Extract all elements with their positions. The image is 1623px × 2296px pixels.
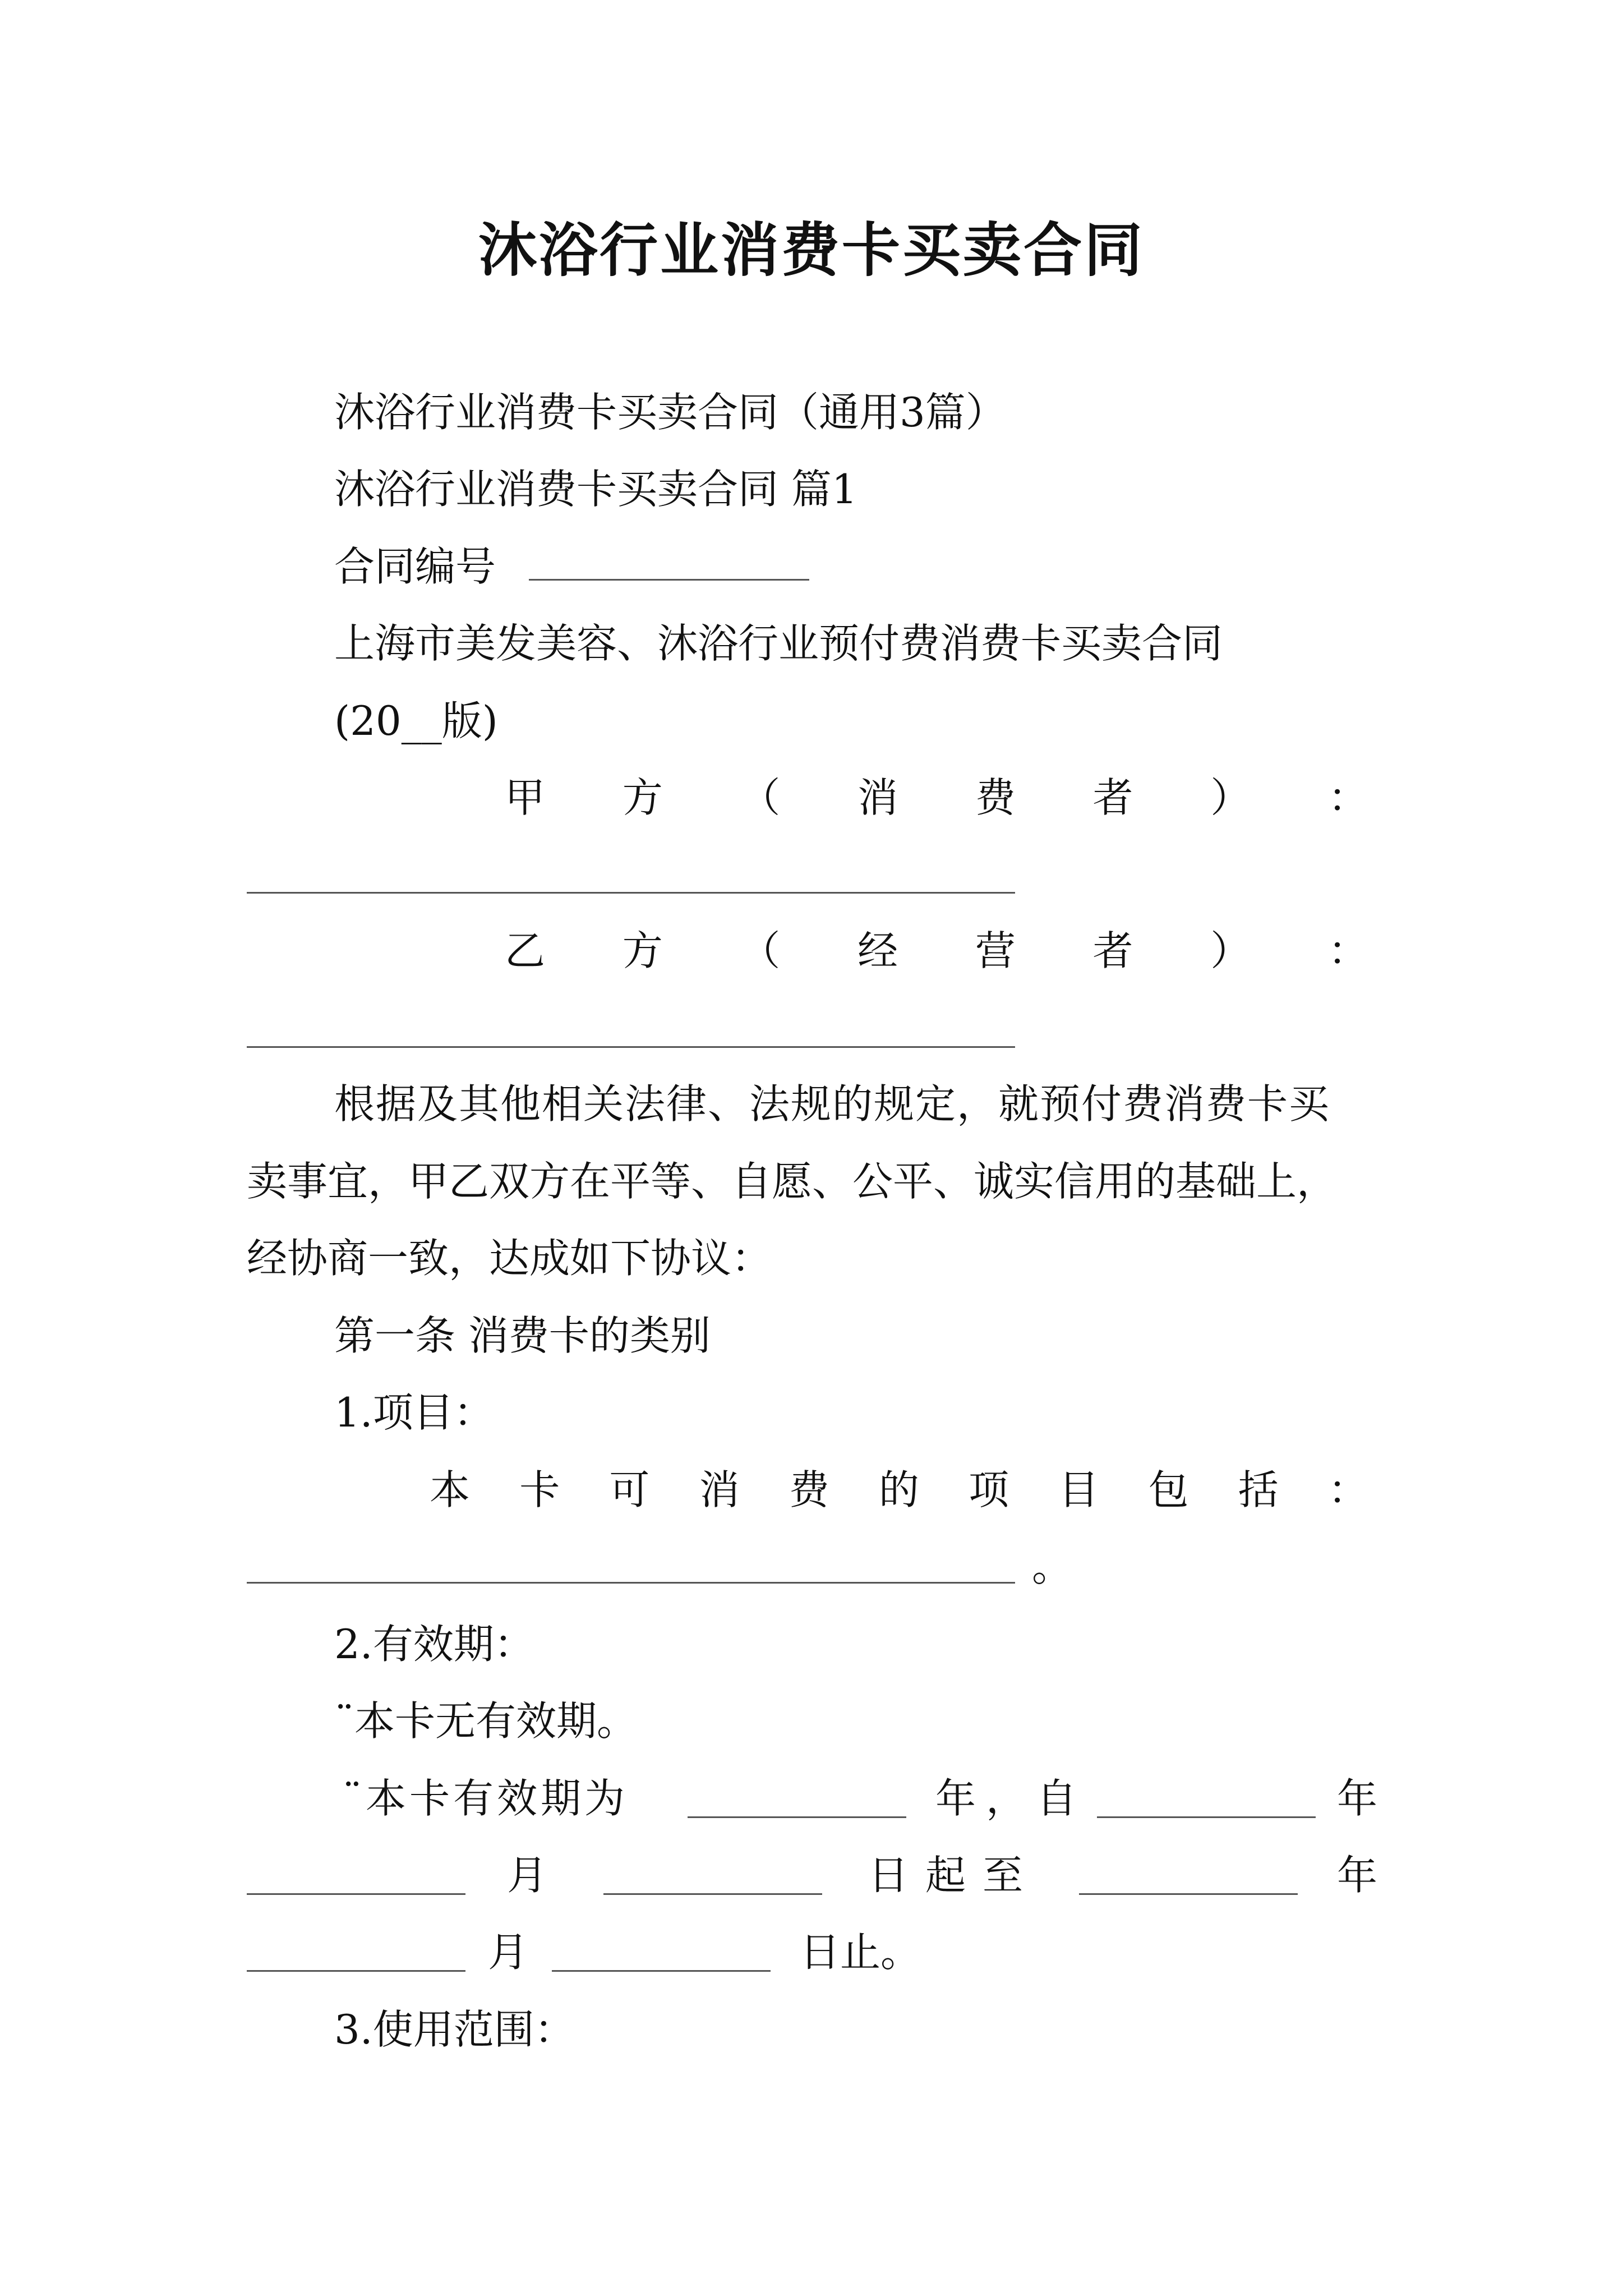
- party-a-char: 费: [975, 774, 1016, 821]
- party-b-char: 者: [1092, 927, 1133, 974]
- item-3-label: 3.使用范围：: [334, 2006, 575, 2053]
- party-b-char: 乙: [505, 927, 546, 974]
- item-1-text-char: 消: [699, 1466, 740, 1513]
- end-month-word: 月: [488, 1929, 529, 1976]
- until-day-word: 日止。: [800, 1929, 921, 1976]
- item-2-year-word: 年，自: [935, 1775, 1087, 1822]
- item-2-option-1: ¨本卡无有效期。: [334, 1697, 638, 1745]
- end-day-blank: [552, 1970, 771, 1972]
- item-1-label: 1.项目：: [334, 1389, 494, 1436]
- intro-line-1: 根据及其他相关法律、法规的规定，就预付费消费卡买: [334, 1080, 1331, 1128]
- party-a-char: 消: [857, 774, 898, 821]
- end-year-blank: [1079, 1893, 1298, 1895]
- from-day-word: 日起至: [868, 1852, 1040, 1899]
- party-a-blank: [247, 892, 1015, 894]
- item-1-text-char: 本: [430, 1466, 471, 1513]
- party-b-char: 方: [622, 927, 663, 974]
- item-2-option-2-lead: ¨本卡有效期为: [342, 1775, 629, 1822]
- party-a-char: ）: [1210, 774, 1251, 821]
- start-year-blank: [1097, 1816, 1316, 1818]
- part-heading: 沐浴行业消费卡买卖合同 篇1: [334, 466, 857, 513]
- party-a-label: [505, 770, 1368, 826]
- item-2-label: 2.有效期：: [334, 1621, 534, 1668]
- item-1-text-char: 项: [969, 1466, 1009, 1513]
- item-1-blank: [247, 1582, 1015, 1584]
- end-month-blank: [247, 1970, 465, 1972]
- intro-line-3: 经协商一致，达成如下协议：: [247, 1235, 772, 1282]
- item-1-text-char: 包: [1148, 1466, 1189, 1513]
- contract-name: 上海市美发美容、沐浴行业预付费消费卡买卖合同: [334, 620, 1223, 667]
- start-month-word: 月: [507, 1852, 548, 1899]
- start-year-word: 年: [1337, 1775, 1378, 1822]
- item-1-text: [430, 1462, 1368, 1518]
- item-1-text-char: ：: [1327, 1466, 1368, 1513]
- edition-label: (20__版): [334, 697, 498, 744]
- item-1-text-char: 费: [789, 1466, 829, 1513]
- end-year-word: 年: [1337, 1852, 1378, 1899]
- party-a-char: 方: [622, 774, 663, 821]
- party-b-blank: [247, 1046, 1015, 1048]
- party-b-label: [505, 923, 1368, 979]
- party-a-char: ：: [1327, 774, 1368, 821]
- article-1-heading: 第一条 消费卡的类别: [334, 1312, 711, 1359]
- start-month-blank: [247, 1893, 465, 1895]
- item-1-text-char: 的: [878, 1466, 919, 1513]
- contract-number-label: 合同编号: [334, 543, 496, 590]
- party-b-char: ）: [1210, 927, 1251, 974]
- party-b-char: ：: [1327, 927, 1368, 974]
- party-a-char: （: [740, 774, 781, 821]
- item-1-text-char: 可: [609, 1466, 650, 1513]
- document-title: 沐浴行业消费卡买卖合同: [478, 215, 1145, 284]
- intro-line-2: 卖事宜，甲乙双方在平等、自愿、公平、诚实信用的基础上，: [247, 1158, 1338, 1205]
- item-1-text-char: 卡: [519, 1466, 560, 1513]
- document-subtitle: 沐浴行业消费卡买卖合同（通用3篇）: [334, 389, 1006, 436]
- party-b-char: 经: [857, 927, 898, 974]
- item-1-text-char: 目: [1058, 1466, 1099, 1513]
- contract-number-row: [334, 539, 809, 595]
- contract-number-blank: [529, 547, 809, 581]
- start-day-blank: [603, 1893, 822, 1895]
- validity-years-blank: [688, 1816, 906, 1818]
- party-a-char: 甲: [505, 774, 546, 821]
- item-1-end: 。: [1032, 1543, 1073, 1590]
- party-b-char: （: [740, 927, 781, 974]
- party-b-char: 营: [975, 927, 1016, 974]
- item-1-text-char: 括: [1238, 1466, 1279, 1513]
- party-a-char: 者: [1092, 774, 1133, 821]
